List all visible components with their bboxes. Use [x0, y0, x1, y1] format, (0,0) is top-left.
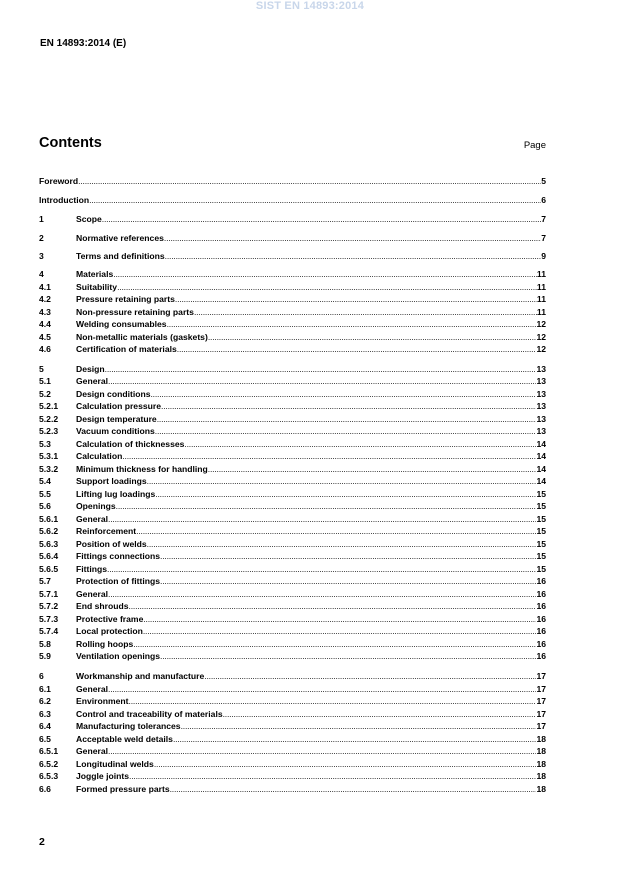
toc-entry-page: 14	[536, 451, 546, 461]
toc-entry-title: Calculation	[76, 451, 123, 461]
toc-entry[interactable]	[39, 563, 546, 575]
toc-entry-page: 15	[536, 551, 546, 561]
toc-entry-number: 2	[39, 233, 44, 243]
toc-entry-page: 14	[536, 476, 546, 486]
toc-entry-title: Protection of fittings	[76, 576, 161, 586]
toc-entry-number: 5.1	[39, 376, 51, 386]
toc-entry[interactable]	[39, 550, 546, 562]
toc-entry-page: 16	[536, 576, 546, 586]
toc-entry-title: Welding consumables	[76, 319, 167, 329]
toc-leader-dots	[157, 414, 537, 425]
toc-entry-page: 13	[536, 376, 546, 386]
toc-entry-number: 5.8	[39, 639, 51, 649]
toc-entry-number: 5.6.2	[39, 526, 59, 536]
toc-entry-page: 18	[536, 771, 546, 781]
toc-entry-number: 5.2	[39, 389, 51, 399]
toc-entry-page: 18	[536, 759, 546, 769]
toc-entry-title: Control and traceability of materials	[76, 709, 223, 719]
toc-leader-dots	[102, 214, 541, 225]
toc-entry[interactable]	[39, 488, 546, 500]
toc-entry-number: 5.3.2	[39, 464, 59, 474]
toc-entry-number: 5.2.3	[39, 426, 59, 436]
toc-leader-dots	[161, 401, 536, 412]
toc-leader-dots	[147, 539, 537, 550]
toc-entry-number: 5.7.4	[39, 626, 59, 636]
toc-leader-dots	[129, 771, 536, 782]
toc-entry[interactable]	[39, 588, 546, 600]
toc-entry-page: 11	[536, 307, 546, 317]
toc-entry[interactable]	[39, 438, 546, 450]
toc-entry-title: Foreword	[39, 176, 79, 186]
toc-entry[interactable]	[39, 213, 546, 225]
toc-entry-number: 5	[39, 364, 44, 374]
toc-leader-dots	[133, 639, 536, 650]
toc-entry-title: Joggle joints	[76, 771, 129, 781]
toc-entry-page: 12	[536, 332, 546, 342]
toc-leader-dots	[147, 476, 537, 487]
toc-leader-dots	[170, 784, 537, 795]
toc-entry-page: 15	[536, 539, 546, 549]
toc-entry-number: 5.7	[39, 576, 51, 586]
toc-leader-dots	[108, 589, 536, 600]
toc-entry-title: General	[76, 514, 109, 524]
toc-entry-title: Materials	[76, 269, 114, 279]
watermark: SIST EN 14893:2014	[255, 0, 365, 12]
toc-entry[interactable]	[39, 695, 546, 707]
toc-entry-title: Protective frame	[76, 614, 144, 624]
toc-entry-number: 5.3	[39, 439, 51, 449]
toc-entry-number: 5.3.1	[39, 451, 59, 461]
toc-entry-number: 5.6.3	[39, 539, 59, 549]
toc-leader-dots	[204, 671, 536, 682]
toc-entry[interactable]	[39, 425, 546, 437]
toc-leader-dots	[194, 307, 537, 318]
toc-entry[interactable]	[39, 613, 546, 625]
toc-entry-title: Calculation pressure	[76, 401, 162, 411]
contents-title: Contents	[39, 135, 102, 151]
toc-leader-dots	[105, 364, 537, 375]
toc-entry-page: 15	[536, 514, 546, 524]
toc-entry[interactable]	[39, 745, 546, 757]
toc-entry[interactable]	[39, 194, 546, 206]
toc-entry-number: 6.4	[39, 721, 51, 731]
toc-entry[interactable]	[39, 475, 546, 487]
toc-entry-page: 18	[536, 746, 546, 756]
toc-entry-page: 7	[541, 214, 546, 224]
toc-entry-number: 6.3	[39, 709, 51, 719]
toc-entry-number: 6.5.2	[39, 759, 59, 769]
toc-entry-page: 13	[536, 401, 546, 411]
toc-entry-title: Non-metallic materials (gaskets)	[76, 332, 208, 342]
toc-entry-page: 16	[536, 651, 546, 661]
toc-entry-title: Design temperature	[76, 414, 157, 424]
toc-entry-page: 17	[536, 696, 546, 706]
toc-entry-number: 3	[39, 251, 44, 261]
toc-entry-page: 16	[536, 589, 546, 599]
toc-entry-page: 18	[536, 784, 546, 794]
toc-entry-page: 16	[536, 601, 546, 611]
toc-entry[interactable]	[39, 413, 546, 425]
toc-leader-dots	[184, 439, 536, 450]
toc-entry-title: Fittings	[76, 564, 108, 574]
toc-entry[interactable]	[39, 363, 546, 375]
toc-entry-title: Rolling hoops	[76, 639, 134, 649]
page-number: 2	[39, 836, 45, 848]
toc-entry[interactable]	[39, 268, 546, 280]
toc-leader-dots	[129, 601, 537, 612]
toc-leader-dots	[154, 759, 537, 770]
toc-entry[interactable]	[39, 683, 546, 695]
toc-entry-number: 6.2	[39, 696, 51, 706]
toc-entry-page: 5	[541, 176, 546, 186]
toc-entry-page: 12	[536, 344, 546, 354]
toc-entry-title: Scope	[76, 214, 102, 224]
toc-entry-number: 5.2.1	[39, 401, 59, 411]
toc-entry-number: 6.5.1	[39, 746, 59, 756]
toc-entry-number: 1	[39, 214, 44, 224]
toc-entry-title: Support loadings	[76, 476, 147, 486]
toc-entry-page: 15	[536, 526, 546, 536]
toc-leader-dots	[150, 389, 536, 400]
toc-leader-dots	[223, 709, 537, 720]
toc-entry-number: 6.5	[39, 734, 51, 744]
toc-entry-number: 5.7.1	[39, 589, 59, 599]
toc-leader-dots	[208, 464, 537, 475]
toc-entry-page: 12	[536, 319, 546, 329]
toc-leader-dots	[108, 746, 536, 757]
toc-leader-dots	[107, 564, 536, 575]
toc-leader-dots	[108, 684, 536, 695]
toc-entry-number: 5.6.4	[39, 551, 59, 561]
toc-entry[interactable]	[39, 450, 546, 462]
toc-entry[interactable]	[39, 770, 546, 782]
toc-leader-dots	[155, 489, 536, 500]
toc-entry-title: Ventilation openings	[76, 651, 161, 661]
toc-leader-dots	[173, 734, 536, 745]
toc-entry-title: Introduction	[39, 195, 90, 205]
toc-entry-title: Openings	[76, 501, 116, 511]
toc-entry[interactable]	[39, 575, 546, 587]
page-column-label: Page	[523, 140, 546, 151]
toc-entry[interactable]	[39, 175, 546, 187]
toc-entry-page: 13	[536, 426, 546, 436]
toc-entry[interactable]	[39, 343, 546, 355]
toc-entry[interactable]	[39, 306, 546, 318]
toc-entry-title: Lifting lug loadings	[76, 489, 156, 499]
toc-entry-title: Suitability	[76, 282, 118, 292]
toc-entry-page: 15	[536, 489, 546, 499]
toc-entry-page: 13	[536, 414, 546, 424]
document-id: EN 14893:2014 (E)	[40, 38, 127, 49]
toc-entry-number: 6.5.3	[39, 771, 59, 781]
toc-entry-title: Terms and definitions	[76, 251, 165, 261]
toc-entry[interactable]	[39, 720, 546, 732]
toc-entry-title: Manufacturing tolerances	[76, 721, 181, 731]
toc-entry-page: 15	[536, 564, 546, 574]
toc-entry-title: Non-pressure retaining parts	[76, 307, 194, 317]
toc-entry-title: Design	[76, 364, 105, 374]
toc-entry-number: 6.6	[39, 784, 51, 794]
toc-entry[interactable]	[39, 783, 546, 795]
toc-leader-dots	[155, 426, 537, 437]
toc-entry-number: 4.5	[39, 332, 51, 342]
toc-entry-number: 4.6	[39, 344, 51, 354]
toc-entry[interactable]	[39, 500, 546, 512]
toc-entry[interactable]	[39, 250, 546, 262]
toc-entry[interactable]	[39, 463, 546, 475]
toc-entry[interactable]	[39, 331, 546, 343]
toc-entry-number: 4.1	[39, 282, 51, 292]
toc-entry[interactable]	[39, 538, 546, 550]
toc-entry-title: Workmanship and manufacture	[76, 671, 205, 681]
toc-entry-page: 11	[536, 294, 546, 304]
toc-entry-title: Design conditions	[76, 389, 151, 399]
toc-entry-page: 6	[541, 195, 546, 205]
toc-entry-title: Calculation of thicknesses	[76, 439, 185, 449]
toc-entry-number: 5.6.5	[39, 564, 59, 574]
toc-entry-title: Formed pressure parts	[76, 784, 170, 794]
toc-leader-dots	[177, 344, 537, 355]
toc-entry-number: 5.6.1	[39, 514, 59, 524]
toc-entry-number: 6.1	[39, 684, 51, 694]
toc-leader-dots	[160, 651, 536, 662]
toc-entry-title: Position of welds	[76, 539, 147, 549]
toc-entry-page: 16	[536, 639, 546, 649]
toc-entry[interactable]	[39, 600, 546, 612]
toc-entry[interactable]	[39, 758, 546, 770]
toc-entry-number: 4.2	[39, 294, 51, 304]
toc-leader-dots	[89, 195, 541, 206]
toc-entry[interactable]	[39, 625, 546, 637]
toc-entry-title: Normative references	[76, 233, 164, 243]
toc-entry[interactable]	[39, 232, 546, 244]
toc-entry[interactable]	[39, 388, 546, 400]
toc-entry-title: Vacuum conditions	[76, 426, 155, 436]
toc-leader-dots	[167, 319, 537, 330]
toc-leader-dots	[143, 614, 536, 625]
toc-entry[interactable]	[39, 708, 546, 720]
toc-leader-dots	[117, 282, 537, 293]
toc-entry-page: 15	[536, 501, 546, 511]
toc-entry-number: 5.7.2	[39, 601, 59, 611]
toc-leader-dots	[165, 251, 542, 262]
toc-entry-page: 17	[536, 709, 546, 719]
toc-entry-title: General	[76, 746, 109, 756]
toc-leader-dots	[116, 501, 537, 512]
toc-entry-title: Fittings connections	[76, 551, 161, 561]
toc-entry-number: 5.2.2	[39, 414, 59, 424]
toc-leader-dots	[143, 626, 537, 637]
toc-entry-page: 11	[536, 282, 546, 292]
toc-entry-number: 5.7.3	[39, 614, 59, 624]
toc-entry[interactable]	[39, 733, 546, 745]
toc-leader-dots	[78, 176, 541, 187]
toc-leader-dots	[175, 294, 537, 305]
toc-entry[interactable]	[39, 281, 546, 293]
toc-entry-title: Local protection	[76, 626, 143, 636]
toc-entry-title: Longitudinal welds	[76, 759, 154, 769]
toc-entry-title: Reinforcement	[76, 526, 137, 536]
toc-entry-title: General	[76, 684, 109, 694]
toc-entry-page: 17	[536, 684, 546, 694]
toc-entry[interactable]	[39, 293, 546, 305]
toc-entry[interactable]	[39, 638, 546, 650]
toc-entry-number: 4.3	[39, 307, 51, 317]
toc-entry[interactable]	[39, 513, 546, 525]
toc-entry[interactable]	[39, 525, 546, 537]
toc-entry-page: 14	[536, 439, 546, 449]
toc-leader-dots	[129, 696, 537, 707]
toc-entry-title: Environment	[76, 696, 129, 706]
toc-leader-dots	[113, 269, 537, 280]
toc-leader-dots	[136, 526, 536, 537]
toc-leader-dots	[160, 576, 536, 587]
toc-entry[interactable]	[39, 375, 546, 387]
toc-entry-title: Pressure retaining parts	[76, 294, 175, 304]
toc-entry-page: 16	[536, 614, 546, 624]
toc-leader-dots	[108, 514, 536, 525]
toc-leader-dots	[122, 451, 536, 462]
toc-entry[interactable]	[39, 400, 546, 412]
toc-leader-dots	[164, 233, 541, 244]
toc-entry-title: End shrouds	[76, 601, 129, 611]
toc-entry-title: Acceptable weld details	[76, 734, 173, 744]
toc-entry[interactable]	[39, 318, 546, 330]
toc-entry-number: 4.4	[39, 319, 51, 329]
toc-entry-number: 5.5	[39, 489, 51, 499]
toc-entry-page: 9	[541, 251, 546, 261]
toc-entry-number: 5.6	[39, 501, 51, 511]
toc-entry-page: 14	[536, 464, 546, 474]
toc-entry-page: 18	[536, 734, 546, 744]
toc-entry-page: 17	[536, 721, 546, 731]
toc-entry-page: 11	[536, 269, 546, 279]
toc-leader-dots	[108, 376, 536, 387]
toc-entry-page: 7	[541, 233, 546, 243]
toc-entry-number: 4	[39, 269, 44, 279]
toc-entry[interactable]	[39, 670, 546, 682]
toc-leader-dots	[160, 551, 536, 562]
toc-entry-number: 5.9	[39, 651, 51, 661]
toc-leader-dots	[181, 721, 537, 732]
toc-entry-title: General	[76, 589, 109, 599]
toc-leader-dots	[208, 332, 537, 343]
toc-entry-page: 17	[536, 671, 546, 681]
toc-entry-page: 13	[536, 389, 546, 399]
toc-entry-page: 16	[536, 626, 546, 636]
toc-entry[interactable]	[39, 650, 546, 662]
toc-entry-number: 6	[39, 671, 44, 681]
toc-entry-title: Certification of materials	[76, 344, 177, 354]
toc-entry-title: General	[76, 376, 109, 386]
toc-entry-number: 5.4	[39, 476, 51, 486]
toc-entry-title: Minimum thickness for handling	[76, 464, 208, 474]
toc-entry-page: 13	[536, 364, 546, 374]
